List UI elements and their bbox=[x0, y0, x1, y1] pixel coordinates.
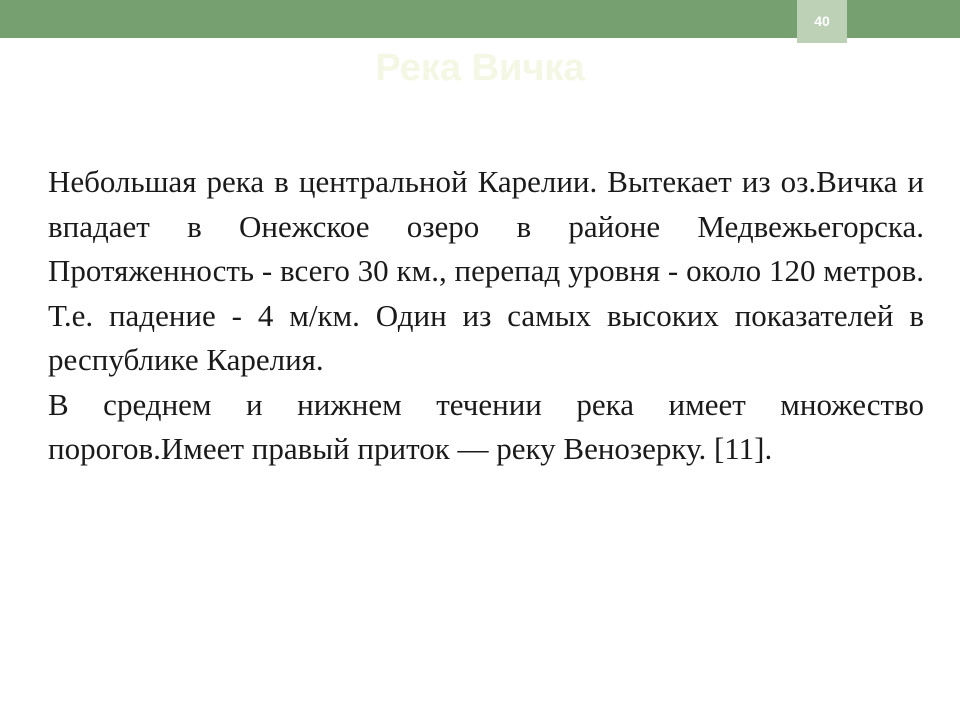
slide-title: Река Вичка bbox=[375, 47, 585, 89]
paragraph-1: Небольшая река в центральной Карелии. Вытекает из оз.Вичка и впадает в Онежское озеро в районе Медвежьегорска. Протяженность - всего 30 км., перепад уровня - около 120 метров. Т.е. падение - 4 м/км. Один из самых высоких показателей в республике Карелия. bbox=[48, 164, 924, 377]
paragraph-2: В среднем и нижнем течении река имеет множество порогов.Имеет правый приток — реку Венозерку. [11]. bbox=[48, 386, 924, 466]
slide-body bbox=[48, 160, 924, 472]
page-number: 40 bbox=[797, 0, 847, 43]
